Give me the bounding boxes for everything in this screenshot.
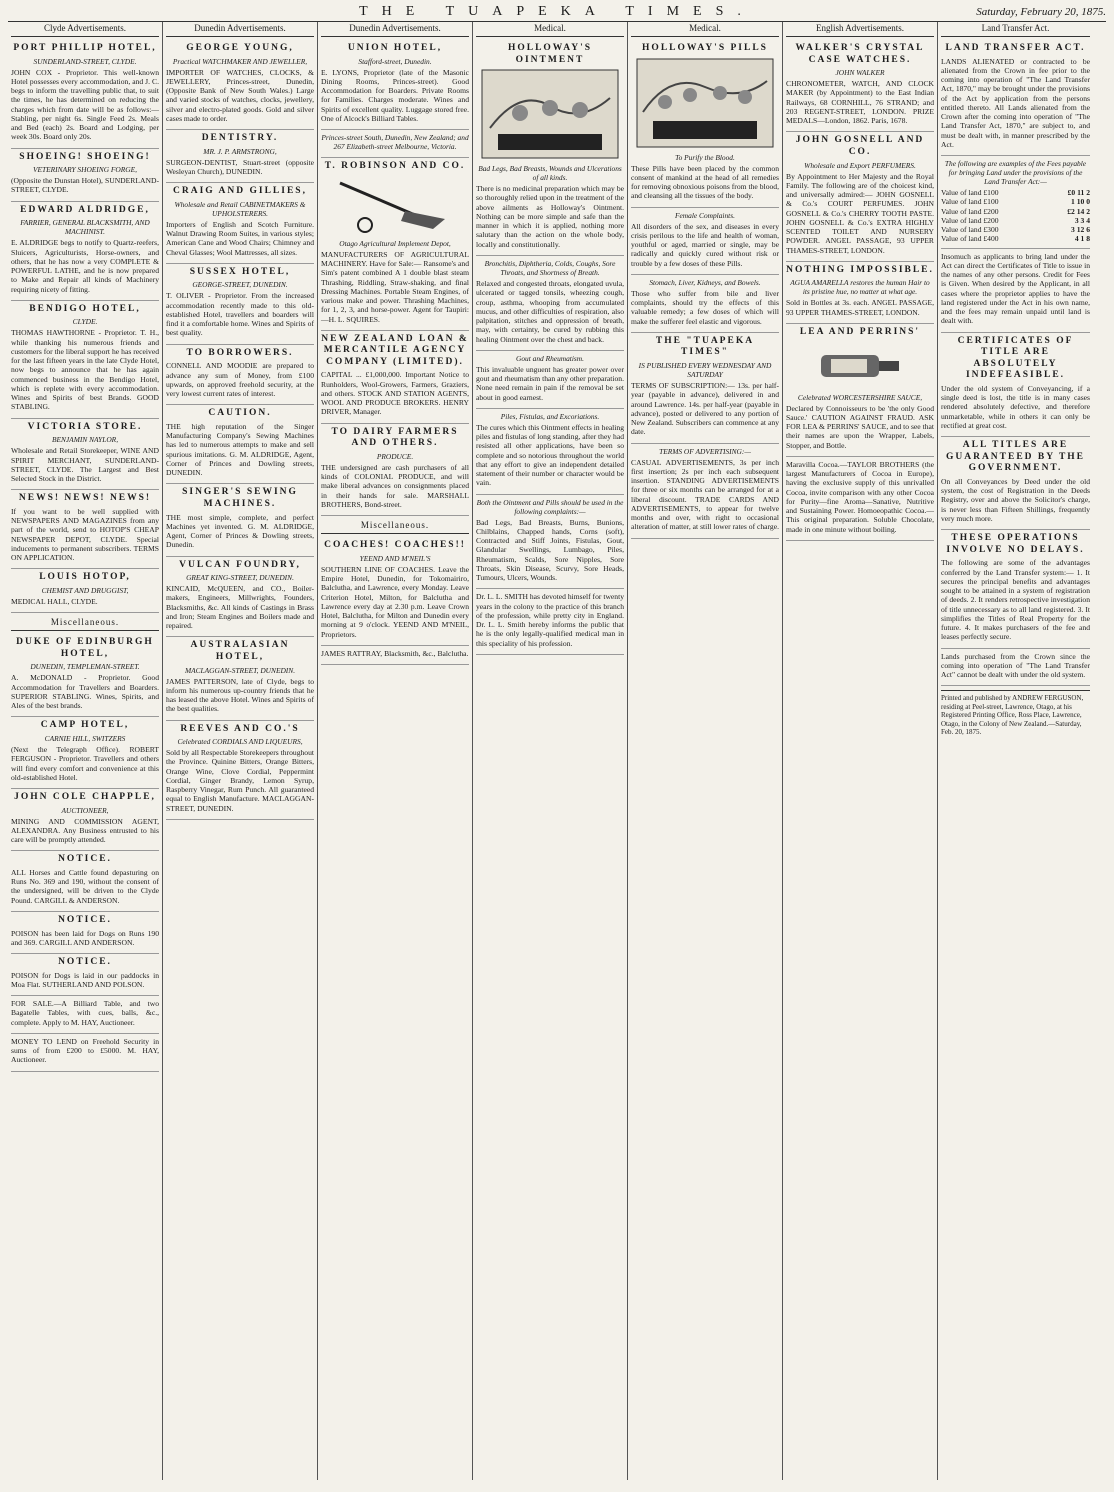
ad-title: ALL TITLES ARE GUARANTEED BY THE GOVERNMENT. <box>945 440 1086 474</box>
ad-title: NOTICE. <box>58 854 112 865</box>
ad-illustration <box>786 341 934 389</box>
fee-label: Value of land £400 <box>941 234 999 244</box>
ad-title: SHOEING! SHOEING! <box>19 151 151 162</box>
ad-title: BENDIGO HOTEL, <box>29 303 141 314</box>
ad-subtitle: Gout and Rheumatism. <box>516 353 584 363</box>
advertisement <box>321 158 469 331</box>
ad-subtitle: YEEND AND M'NEIL'S <box>359 553 431 563</box>
ad-body: On all Conveyances by Deed under the old system, the cost of Registration in the Deeds Registry, over and above the Solicitor's charge, is never less than Fifteen Shillings, frequently very much more. <box>941 476 1090 523</box>
column-heading: Clyde Advertisements. <box>11 22 159 37</box>
advertisement <box>11 40 159 149</box>
advertisement <box>941 156 1090 249</box>
ad-subtitle: The following are examples of the Fees payable for bringing Land under the provisions of the Land Transfer Act:— <box>944 159 1087 187</box>
ad-body: MONEY TO LEND on Freehold Security in sums of from £200 to £5000. M. HAY, Auctioneer. <box>11 1036 159 1065</box>
ad-body: TERMS OF SUBSCRIPTION:— 13s. per half-year (payable in advance), delivered in and around Lawrence. 14s. per half-year (payable in advance), posted or delivered to any portion of New Zealand. Subscribers can commence at any date. <box>631 381 779 437</box>
ad-body: ALL Horses and Cattle found depasturing on Runs No. 369 and 190, without the consent of the undersigned, will be driven to the Clyde Pound. CARGILL & ANDERSON. <box>11 867 159 905</box>
ad-body: Importers of English and Scotch Furniture. Walnut Drawing Room Suites, in various styles; American Cane and Wood Chairs; Chimney and Cheval Glasses; Wool Mattresses, all sizes. <box>166 219 314 257</box>
ad-subtitle: Practical WATCHMAKER AND JEWELLER, <box>172 56 308 66</box>
ad-title: NEWS! NEWS! NEWS! <box>18 493 152 504</box>
advertisement <box>631 40 779 208</box>
ad-body: (Next the Telegraph Office). ROBERT FERGUSON - Proprietor. Travellers and others will find every comfort and convenience at this old-established Hotel. <box>11 745 159 782</box>
ad-body: These Pills have been placed by the common consent of mankind at the head of all remedies for removing obnoxious poisons from the blood, and cleansing all the tissues of the body. <box>631 163 779 201</box>
advertisement <box>631 275 779 333</box>
ad-body: THE undersigned are cash purchasers of all kinds of COLONIAL PRODUCE, and will make liberal advances on consignments placed in their hands for sale. MARSHALL BROTHERS, Bond-street. <box>321 462 469 509</box>
fee-value: 1 10 0 <box>1071 197 1090 207</box>
ad-subtitle: JOHN WALKER <box>835 68 885 78</box>
ad-title: EDWARD ALDRIDGE, <box>20 204 150 215</box>
ad-body: Maravilla Cocoa.—TAYLOR BROTHERS (the largest Manufacturers of Cocoa in Europe), having the exclusive supply of this unrivalled Cocoa, invite comparison with any other Cocoa for Purity—fine Aroma—Sanative, Nutritive and Sustaining Power. Homoeopathic Cocoa.—This original preparation. Soluble Chocolate, made in one minute without boiling. <box>786 459 934 534</box>
ad-subtitle: Celebrated WORCESTERSHIRE SAUCE, <box>797 392 923 402</box>
ad-subtitle: GREAT KING-STREET, DUNEDIN. <box>186 573 294 583</box>
ad-subtitle: Stomach, Liver, Kidneys, and Bowels. <box>649 277 761 287</box>
fee-row <box>941 197 1090 206</box>
advertisement <box>941 437 1090 530</box>
ad-title: LEA AND PERRINS' <box>799 326 921 337</box>
ad-title: THE "TUAPEKA TIMES" <box>655 335 755 358</box>
ad-title: JOHN GOSNELL AND CO. <box>795 135 925 157</box>
ad-title: SUSSEX HOTEL, <box>189 266 291 277</box>
ad-body: MINING AND COMMISSION AGENT, ALEXANDRA. Any Business entrusted to his care will be promptly attended. <box>11 816 159 845</box>
advertisement <box>11 569 159 613</box>
advertisement <box>11 1034 159 1072</box>
advertisement <box>786 262 934 324</box>
column <box>628 22 783 1480</box>
ad-subtitle: Stafford-street, Dunedin. <box>358 56 432 66</box>
ad-body: E. ALDRIDGE begs to notify to Quartz-reefers, Sluicers, Agriculturists, Horse-owners, and others, that he has now a very COMPLETE & POWERFUL LATHE, and he is now prepared to Make and Repair all kinds of Machinery requiring nicety of fitting. <box>11 238 159 294</box>
ad-title: LAND TRANSFER ACT. <box>945 42 1086 53</box>
advertisement <box>166 484 314 556</box>
advertisement <box>11 634 159 717</box>
ad-subtitle: Wholesale and Export PERFUMERS. <box>804 160 916 170</box>
fee-label: Value of land £100 <box>941 197 999 207</box>
fee-value: £2 14 2 <box>1067 206 1090 216</box>
advertisement <box>11 851 159 912</box>
ad-title: CERTIFICATES OF TITLE ARE ABSOLUTELY INDEFEASIBLE. <box>957 335 1074 381</box>
ad-title: VULCAN FOUNDRY, <box>179 559 301 570</box>
advertisement <box>941 333 1090 438</box>
advertisement <box>166 637 314 720</box>
ad-body: THE most simple, complete, and perfect Machines yet invented. G. M. ALDRIDGE, Agent, Corner of Princes & Dowling streets, Dunedin. <box>166 512 314 550</box>
ad-title: NOTHING IMPOSSIBLE. <box>786 264 934 275</box>
advertisement <box>941 40 1090 156</box>
ad-body: THE high reputation of the Singer Manufacturing Company's Sewing Machines has led to numerous attempts to make and sell spurious imitations. G. M. ALDRIDGE, Agent, Corner of Princes and Dowling streets, DUNEDIN. <box>166 421 314 478</box>
ad-body: JAMES RATTRAY, Blacksmith, &c., Balclutha. <box>321 648 469 658</box>
ad-subtitle: AUCTIONEER, <box>61 805 109 815</box>
ad-body: LANDS ALIENATED or contracted to be alienated from the Crown in fee prior to the coming into operation of "The Land Transfer Act, 1870," may be brought under the provisions of the Act by application from the persons entitled thereto. All Lands alienated from the Crown after the coming into operation of "The Land Transfer Act, 1870," are subject to, and must be dealt with, in manner prescribed by the Act. <box>941 56 1090 149</box>
advertisement <box>786 40 934 132</box>
fee-row <box>941 188 1090 197</box>
ad-body: Declared by Connoisseurs to be 'the only Good Sauce.' CAUTION AGAINST FRAUD. ASK FOR LEA & PERRINS' SAUCE, and to see that their names are upon the Wrapper, Labels, Stopper, and Bottle. <box>786 403 934 450</box>
fee-value: 4 1 8 <box>1074 234 1090 244</box>
ad-subtitle: MACLAGGAN-STREET, DUNEDIN. <box>184 665 296 675</box>
ad-subtitle: To Purify the Blood. <box>675 152 735 162</box>
ad-body: Under the old system of Conveyancing, if a single deed is lost, the title is in many cases rendered absolutely defective, and therefore unmarketable, while in others it can only be rectified at great cost. <box>941 383 1090 430</box>
ad-subtitle: Wholesale and Retail CABINETMAKERS & UPHOLSTERERS. <box>174 199 306 218</box>
ad-body: MEDICAL HALL, CLYDE. <box>11 596 98 606</box>
bottle-engraving <box>815 341 905 389</box>
column <box>938 22 1093 1480</box>
ad-body: The cures which this Ointment effects in healing piles and fistulas of long standing, after they had resisted all other applications, have been so complete and so notorious throughout the world that any effort to give an independent detailed statement of their number or character would be vain. <box>476 422 624 488</box>
ad-title: T. ROBINSON AND CO. <box>324 161 466 172</box>
ad-body: POISON for Dogs is laid in our paddocks in Moa Flat. SUTHERLAND AND POLSON. <box>11 970 159 989</box>
ad-subtitle: Bronchitis, Diphtheria, Colds, Coughs, Sore Throats, and Shortness of Breath. <box>484 258 616 277</box>
advertisement <box>786 457 934 541</box>
ad-body: SURGEON-DENTIST, Stuart-street (opposite Wesleyan Church), DUNEDIN. <box>166 157 314 176</box>
advertisement <box>476 351 624 409</box>
advertisement <box>11 789 159 851</box>
columns-container <box>8 22 1106 1480</box>
ad-body: CHRONOMETER, WATCH, AND CLOCK MAKER (by Appointment) to the East Indian Railways, 68 CORNHILL, 76 STRAND; and 203 REGENT-STREET, LONDON. PRIZE MEDALS—London, 1862. Paris, 1678. <box>786 79 934 126</box>
ad-title: COACHES! COACHES!! <box>324 540 466 551</box>
ad-subtitle: TERMS OF ADVERTISING:— <box>659 446 751 456</box>
advertisement <box>321 130 469 158</box>
section-heading: Miscellaneous. <box>321 519 469 534</box>
ad-title: TO BORROWERS. <box>186 347 294 358</box>
ad-subtitle: Otago Agricultural Implement Depot, <box>339 238 451 248</box>
advertisement <box>631 208 779 275</box>
advertisement <box>631 444 779 539</box>
advertisement <box>11 301 159 419</box>
plough-engraving <box>335 175 455 235</box>
advertisement <box>476 409 624 495</box>
ad-subtitle: CHEMIST AND DRUGGIST, <box>41 585 129 595</box>
fee-label: Value of land £200 <box>941 206 999 216</box>
advertisement <box>11 912 159 954</box>
ad-subtitle: GEORGE-STREET, DUNEDIN. <box>192 280 288 290</box>
fee-row <box>941 225 1090 234</box>
ad-body: T. OLIVER - Proprietor. From the increased accommodation recently made to this old-established Hotel, travellers and boarders will find it a comfortable home. Wines and Spirits of best quality. <box>166 291 314 338</box>
ad-title: GEORGE YOUNG, <box>186 42 294 53</box>
advertisement <box>11 202 159 301</box>
column-heading: Dunedin Advertisements. <box>321 22 469 37</box>
ad-title: HOLLOWAY'S PILLS <box>642 42 768 53</box>
ad-subtitle: VETERINARY SHOEING FORGE, <box>33 165 137 175</box>
ad-subtitle: CARNIE HILL, SWITZERS <box>44 733 126 743</box>
ad-subtitle: FARRIER, GENERAL BLACKSMITH, AND MACHINIST. <box>20 218 150 237</box>
ad-body: Sold in Bottles at 3s. each. ANGEL PASSAGE, 93 UPPER THAMES-STREET, LONDON. <box>786 298 934 317</box>
ad-body: JAMES PATTERSON, late of Clyde, begs to inform his numerous up-country friends that he has leased the above Hotel. Wines and Spirits of the best qualities. <box>166 676 314 714</box>
ad-title: CRAIG AND GILLIES, <box>173 186 307 197</box>
advertisement <box>166 130 314 183</box>
ad-subtitle: Celebrated CORDIALS AND LIQUEURS, <box>177 737 303 747</box>
ad-body: A. McDONALD - Proprietor. Good Accommodation for Travellers and Boarders. SUPERIOR STABLING. Wines, Spirits, and Ales of the best brands. <box>11 673 159 711</box>
ad-title: PORT PHILLIP HOTEL, <box>13 42 157 53</box>
ad-body: Insomuch as applicants to bring land under the Act can direct the Certificates of Title to issue in the names of any other persons. Credit for Fees is Given. When desired by the Applicant, in all cases where the proprietor applies to have the land registered under the Act in his own name, and the fees may remain unpaid until land is dealt with. <box>941 251 1090 326</box>
ad-subtitle: PRODUCE. <box>376 451 414 461</box>
advertisement <box>941 249 1090 333</box>
advertisement <box>166 183 314 264</box>
ad-subtitle: Princes-street South, Dunedin, New Zealand; and 267 Elizabeth-street Melbourne, Victoria. <box>321 133 469 152</box>
ad-title: SINGER'S SEWING MACHINES. <box>182 487 298 509</box>
advertisement <box>11 717 159 789</box>
advertisement <box>631 333 779 444</box>
ad-title: THESE OPERATIONS INVOLVE NO DELAYS. <box>946 533 1085 555</box>
column-heading: Land Transfer Act. <box>941 22 1090 37</box>
ad-body: This invaluable unguent has greater power over gout and rheumatism than any other preparation. None need remain in pain if the removal be set about in good earnest. <box>476 364 624 402</box>
advertisement <box>11 490 159 569</box>
fee-value: 3 3 4 <box>1074 215 1090 225</box>
ad-title: NEW ZEALAND LOAN & MERCANTILE AGENCY COMPANY (LIMITED). <box>321 333 469 367</box>
fee-row <box>941 234 1090 243</box>
ad-body: JOHN COX - Proprietor. This well-known Hotel possesses every accommodation, and J. C. begs to inform the travelling public that, to suit the times, he has determined on reducing the charges which from date will be as follows:— Stabling, per night 6s. Single Feed 2s. Meals and Bed (each) 2s. Board and Lodging, per week 30s. Board only 20s. <box>11 67 159 142</box>
ad-body: Those who suffer from bile and liver complaints, should try the effects of this valuable remedy; a few doses of which will make the sufferer feel elastic and vigorous. <box>631 288 779 326</box>
column <box>8 22 163 1480</box>
ad-title: CAMP HOTEL, <box>40 720 130 731</box>
ad-body: MANUFACTURERS OF AGRICULTURAL MACHINERY. Have for Sale:— Ransome's and Sim's patent combined A 1 double blast steam Thrashing, Riddling, Straw-shaking, and final Dressing Machines. Portable Steam Engines, of various make and power. Thrashing Machines, for 1, 2, 3, and horse-power. Agent for Taupiri:—H. L. SQUIRES. <box>321 249 469 324</box>
fee-value: 3 12 6 <box>1071 225 1090 235</box>
ad-body: There is no medicinal preparation which may be so thoroughly relied upon in the treatment of the above ailments as Holloway's Ointment. Nothing can be more simple and safe than the manner in which it is applied, nothing more salutary than the action on the whole body, locally and constitutionally. <box>476 184 624 249</box>
ad-subtitle: IS PUBLISHED EVERY WEDNESDAY AND SATURDAY <box>638 361 772 380</box>
advertisement <box>476 495 624 590</box>
ad-title: TO DAIRY FARMERS AND OTHERS. <box>331 426 459 449</box>
ad-subtitle: Female Complaints. <box>675 210 735 220</box>
fee-value: £0 11 2 <box>1067 188 1090 198</box>
ad-body: THOMAS HAWTHORNE - Proprietor. T. H., while thanking his numerous friends and customers for the liberal support he has received for the last fifteen years in the late Clyde Hotel, now begs to announce that he has again commenced business in the Bendigo Hotel, which is replete with every accommodation. Wines and Spirits of best Brands. GOOD STABLING. <box>11 328 159 412</box>
fee-label: Value of land £300 <box>941 225 999 235</box>
ad-title: REEVES AND CO.'S <box>180 723 300 734</box>
ad-title: LOUIS HOTOP, <box>39 572 131 583</box>
advertisement <box>166 40 314 130</box>
ad-title: WALKER'S CRYSTAL CASE WATCHES. <box>795 42 925 65</box>
ad-body: CAPITAL ... £1,000,000. Important Notice to Runholders, Wool-Growers, Farmers, Graziers, and others. STOCK AND STATION AGENTS, WOOL AND PRODUCE BROKERS. HENRY DRIVER, Manager. <box>321 370 469 417</box>
ad-title: NOTICE. <box>58 957 112 968</box>
column <box>163 22 318 1480</box>
fee-row <box>941 207 1090 216</box>
ad-body: Lands purchased from the Crown since the coming into operation of "The Land Transfer Act" cannot be dealt with under the old system. <box>941 651 1090 680</box>
ad-body: CONNELL AND MOODIE are prepared to advance any sum of Money, from £100 upwards, on approved freehold security, at the very lowest current rates of interest. <box>166 361 314 399</box>
ad-subtitle: BENJAMIN NAYLOR, <box>51 435 119 445</box>
section-heading: Miscellaneous. <box>11 616 159 631</box>
advertisement <box>166 721 314 820</box>
masthead <box>8 4 1106 22</box>
advertisement <box>11 954 159 996</box>
advertisement <box>166 345 314 406</box>
advertisement <box>786 324 934 457</box>
advertisement <box>476 589 624 655</box>
ad-illustration <box>631 57 779 149</box>
ad-title: VICTORIA STORE. <box>27 421 143 432</box>
column-heading: Dunedin Advertisements. <box>166 22 314 37</box>
ad-body: The following are some of the advantages conferred by the Land Transfer system:— 1. It secures the principal benefits and advantages sought to be attained in a system of registration of deeds. 2. It renders retrospective investigation of title unnecessary as to all land registered. 3. It simplifies the Titles of Real Property for the future. 4. It makes purchasers of the fee and leases perfectly secure. <box>941 558 1090 642</box>
ad-title: AUSTRALASIAN HOTEL, <box>190 640 290 662</box>
ad-body: Wholesale and Retail Storekeeper, WINE AND SPIRIT MERCHANT, SUNDERLAND-STREET, CLYDE. The Largest and Best Selected Stock in the District. <box>11 446 159 484</box>
column-heading: Medical. <box>476 22 624 37</box>
advertisement <box>321 537 469 646</box>
advertisement <box>166 557 314 638</box>
fee-row <box>941 216 1090 225</box>
ad-body: Sold by all Respectable Storekeepers throughout the Province. Quinine Bitters, Orange Bitters, Orange Wine, Clove Cordial, Peppermint Cordial, Ginger Brandy, Lemon Syrup, Raspberry Vinegar, Rum Punch. All guaranteed equal to English Manufacture. MACLAGGAN-STREET, DUNEDIN. <box>166 748 314 813</box>
ad-body: Bad Legs, Bad Breasts, Burns, Bunions, Chilblains, Chapped hands, Corns (soft), Contracted and Stiff Joints, Fistulas, Gout, Glandular Swellings, Lumbago, Piles, Rheumatism, Scalds, Sore Nipples, Sore Throats, Skin Disease, Scurvy, Sore Heads, Tumours, Ulcers, Wounds. <box>476 517 624 583</box>
ad-body: If you want to be well supplied with NEWSPAPERS AND MAGAZINES from any part of the world, send to HOTOP'S CHEAP NEWSPAPER DEPOT, CLYDE. Special inducements to permanent subscribers. TERMS ON APPLICATION. <box>11 506 159 563</box>
advertisement <box>166 405 314 484</box>
ad-subtitle: Bad Legs, Bad Breasts, Wounds and Ulcerations of all kinds. <box>478 164 622 183</box>
ad-body: Relaxed and congested throats, elongated uvula, ulcerated or tagged tonsils, wheezing cough, croup, asthma, whooping from accumulated mucus, and other difficulties of respiration, also palpitation, stitches and oppression of breath, may, with certainty, be cured by rubbing this healing Ointment over the chest and back. <box>476 279 624 344</box>
ad-title: CAUTION. <box>208 408 272 419</box>
column-heading: English Advertisements. <box>786 22 934 37</box>
advertisement <box>321 646 469 665</box>
ad-subtitle: CLYDE. <box>72 317 98 327</box>
fee-label: Value of land £200 <box>941 215 999 225</box>
ad-body: KINCAID, McQUEEN, and CO., Boiler-makers, Engineers, Millwrights, Founders, Blacksmiths, &c. All kinds of Castings in Brass and Iron; Steam Engines and Boilers made and repaired. <box>166 584 314 631</box>
advertisement <box>166 264 314 345</box>
ad-subtitle: MR. J. P. ARMSTRONG, <box>203 146 277 156</box>
ad-title: JOHN COLE CHAPPLE, <box>14 792 156 802</box>
ad-illustration <box>476 68 624 160</box>
ad-body: All disorders of the sex, and diseases in every crisis perilous to the life and health of woman, youthful or aged, married or single, may be radically and quickly cured without risk or trouble by a few doses of these Pills. <box>631 221 779 268</box>
ad-title: DENTISTRY. <box>201 133 279 144</box>
pills-engraving <box>635 57 775 149</box>
ad-title: NOTICE. <box>58 914 112 925</box>
ad-illustration <box>321 175 469 235</box>
ad-body: (Opposite the Dunstan Hotel), SUNDERLAND-STREET, CLYDE. <box>11 176 159 195</box>
ad-body: E. LYONS, Proprietor (late of the Masonic Dining Rooms, Princes-street). Good Accommodation for Boarders. Private Rooms for Families. Charges moderate. Wines and Spirits of excellent quality. Luggage stored free. One of Alcock's Billiard Tables. <box>321 67 469 123</box>
advertisement <box>321 424 469 516</box>
fee-label: Value of land £100 <box>941 188 999 198</box>
fee-table <box>941 188 1090 244</box>
column <box>318 22 473 1480</box>
ad-title: DUKE OF EDINBURGH HOTEL, <box>16 637 154 659</box>
ad-subtitle: Both the Ointment and Pills should be used in the following complaints:— <box>476 497 624 516</box>
ad-body: Dr. L. L. SMITH has devoted himself for twenty years in the colony to the practice of this branch of the profession, while pretty city in England. Dr. L. L. Smith hereby informs the public that he is the only legally-qualified medical man in this speciality of his profession. <box>476 592 624 648</box>
printer-imprint: Printed and published by ANDREW FERGUSON, residing at Peel-street, Lawrence, Otago, at his Registered Printing Office, Ross Place, Lawrence, Otago, in the Colony of New Zealand.—Saturday, Feb. 20, 1875. <box>941 690 1090 737</box>
ad-title: HOLLOWAY'S OINTMENT <box>507 42 593 65</box>
column <box>473 22 628 1480</box>
advertisement <box>321 331 469 424</box>
issue-date: Saturday, February 20, 1875. <box>976 6 1106 18</box>
advertisement <box>941 530 1090 648</box>
advertisement <box>476 256 624 351</box>
ad-title: UNION HOTEL, <box>347 42 443 53</box>
advertisement <box>11 149 159 202</box>
advertisement <box>476 40 624 256</box>
ad-subtitle: SUNDERLAND-STREET, CLYDE. <box>33 56 137 66</box>
advertisement <box>786 132 934 261</box>
ad-subtitle: AGUA AMARELLA restores the human Hair to its pristine hue, no matter at what age. <box>790 278 930 297</box>
column <box>783 22 938 1480</box>
ad-body: CASUAL ADVERTISEMENTS, 3s per inch first insertion; 2s per inch each subsequent insertion. STANDING ADVERTISEMENTS for three or six months can be arranged for at a liberal discount. TRADE CARDS AND ADVERTISEMENTS, to appear for twelve months and over, with right to occasional alteration of matter, at still lower rates of charge. <box>631 457 779 532</box>
ad-subtitle: Piles, Fistulas, and Excoriations. <box>500 411 600 421</box>
advertisement <box>11 996 159 1034</box>
ad-body: By Appointment to Her Majesty and the Royal Family. The following are of the choicest kind, and universally admired:— JOHN GOSNELL & Co.'s COURT PERFUMES. JOHN GOSNELL & Co.'s CHERRY TOOTH PASTE. JOHN GOSNELL & Co.'s EXTRA HIGHLY SCENTED TOILET AND NURSERY POWDER. ANGEL PASSAGE, 93 UPPER THAMES-STREET, LONDON. <box>786 171 934 255</box>
column-heading: Medical. <box>631 22 779 37</box>
ointment-engraving <box>480 68 620 160</box>
advertisement <box>11 419 159 491</box>
newspaper-title: THE TUAPEKA TIMES. <box>359 4 755 19</box>
ad-body: SOUTHERN LINE OF COACHES. Leave the Empire Hotel, Dunedin, for Tokomairiro, Balclutha, and Lawrence, every Monday. Leave Criterion Hotel, Milton, for Balclutha and Lawrence every day at 2.30 p.m. Leave Crown Hotel, Balclutha, for Milton and Dunedin every morning at 9 o'clock. YEEND AND M'NEIL, Proprietors. <box>321 564 469 639</box>
ad-body: POISON has been laid for Dogs on Runs 190 and 369. CARGILL AND ANDERSON. <box>11 928 159 947</box>
ad-subtitle: DUNEDIN, TEMPLEMAN-STREET. <box>30 662 140 672</box>
ad-body: IMPORTER OF WATCHES, CLOCKS, & JEWELLERY, Princes-street, Dunedin, (Opposite Bank of New South Wales.) Large and varied stocks of watches, clocks, jewellery, silver and electro-plated goods. Gold and silver cases made to order. <box>166 67 314 123</box>
advertisement <box>941 649 1090 687</box>
advertisement <box>321 40 469 130</box>
ad-body: FOR SALE.—A Billiard Table, and two Bagatelle Tables, with cues, balls, &c., complete. Apply to M. HAY, Auctioneer. <box>11 999 159 1027</box>
